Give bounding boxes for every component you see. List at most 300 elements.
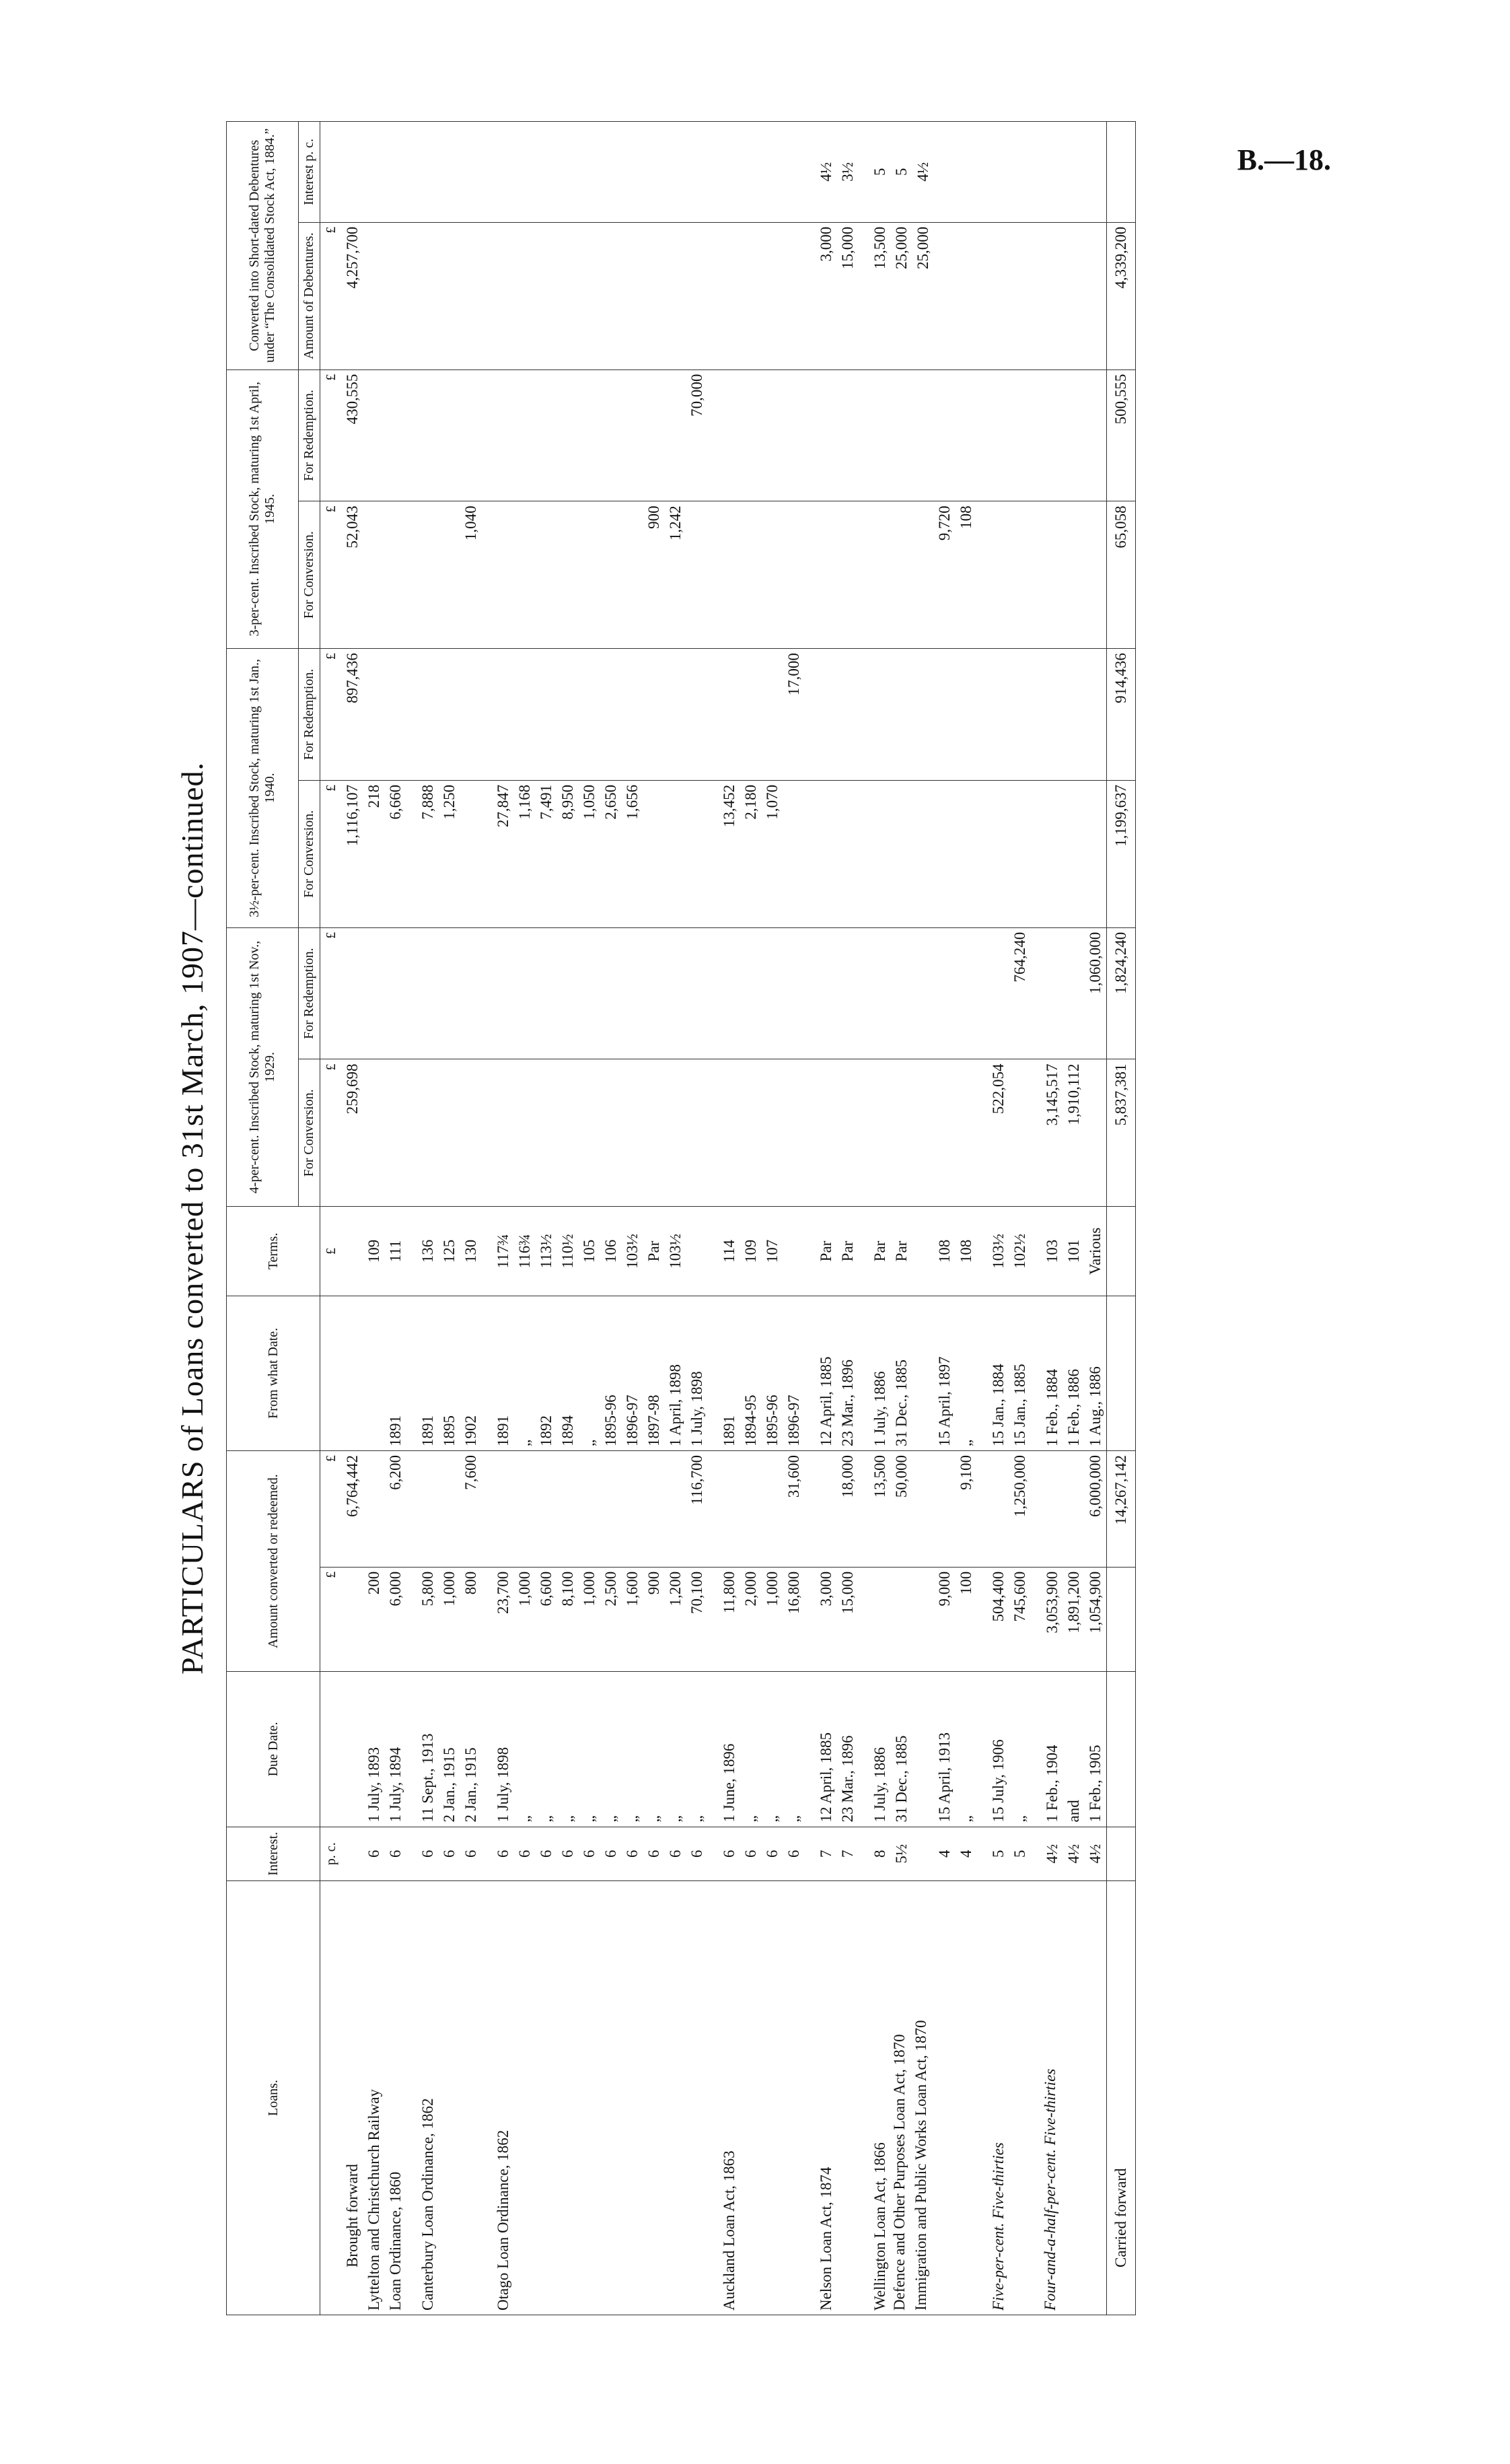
redeem-4pc-cell: [460, 927, 482, 1059]
redeem-3pc-cell: [837, 369, 859, 501]
amount-item-cell: [891, 1567, 912, 1671]
interest-rate-cell: 6: [762, 1827, 783, 1881]
debentures-amount-cell: [686, 222, 708, 369]
redeem-35pc-cell: [816, 649, 837, 781]
interest-rate-cell: 6: [439, 1827, 460, 1881]
conv-3pc-cell: [417, 501, 439, 649]
redeem-4pc-cell: 764,240: [1009, 927, 1031, 1059]
due-date-cell: „: [740, 1672, 762, 1827]
redeem-4pc-cell: [342, 927, 363, 1059]
carried-forward-row: [1107, 122, 1136, 2315]
header-group-4pc: 4-per-cent. Inscribed Stock, maturing 1st Nov., 1929.: [227, 927, 299, 1207]
redeem-4pc-cell: [493, 927, 514, 1059]
table-row: [740, 122, 762, 2315]
redeem-4pc-cell: [385, 927, 406, 1059]
redeem-4pc-cell: [1042, 927, 1063, 1059]
from-date-cell: 1892: [536, 1296, 557, 1450]
due-date-cell: 1 Feb., 1905: [1085, 1672, 1107, 1827]
table-row: [934, 122, 956, 2315]
redeem-4pc-cell: [417, 927, 439, 1059]
total-label: Carried forward: [1107, 1881, 1136, 2315]
from-date-cell: 31 Dec., 1885: [891, 1296, 912, 1450]
debentures-interest-cell: [439, 122, 460, 223]
debentures-amount-cell: [417, 222, 439, 369]
redeem-35pc-cell: [837, 649, 859, 781]
amount-item-cell: [342, 1567, 363, 1671]
terms-cell: 125: [439, 1207, 460, 1296]
conv-4pc-cell: [363, 1059, 385, 1207]
total-35pc-conversion: 1,199,637: [1107, 780, 1136, 927]
conv-3pc-cell: 9,720: [934, 501, 956, 649]
debentures-interest-cell: [342, 122, 363, 223]
table-row: [1042, 122, 1063, 2315]
debentures-amount-cell: [1063, 222, 1085, 369]
debentures-amount-cell: [493, 222, 514, 369]
terms-cell: 110½: [557, 1207, 579, 1296]
table-row: [988, 122, 1009, 2315]
amount-subtotal-cell: [719, 1451, 740, 1568]
debentures-interest-cell: [1042, 122, 1063, 223]
interest-rate-cell: 4: [934, 1827, 956, 1881]
redeem-3pc-cell: [816, 369, 837, 501]
amount-item-cell: 504,400: [988, 1567, 1009, 1671]
table-row: [493, 122, 514, 2315]
conv-4pc-cell: [557, 1059, 579, 1207]
due-date-cell: „: [643, 1672, 665, 1827]
from-date-cell: 1894: [557, 1296, 579, 1450]
interest-rate-cell: 5: [1009, 1827, 1031, 1881]
from-date-cell: 1891: [417, 1296, 439, 1450]
conv-4pc-cell: [934, 1059, 956, 1207]
conv-4pc-cell: 259,698: [342, 1059, 363, 1207]
amount-item-cell: 5,800: [417, 1567, 439, 1671]
terms-cell: 108: [934, 1207, 956, 1296]
conv-35pc-cell: [956, 780, 977, 927]
interest-rate-cell: 6: [719, 1827, 740, 1881]
table-row: [536, 122, 557, 2315]
loan-name-cell: [557, 1881, 579, 2315]
amount-item-cell: 800: [460, 1567, 482, 1671]
total-debentures: 4,339,200: [1107, 222, 1136, 369]
due-date-cell: „: [622, 1672, 643, 1827]
redeem-3pc-cell: [956, 369, 977, 501]
amount-subtotal-cell: 1,250,000: [1009, 1451, 1031, 1568]
conv-3pc-cell: [891, 501, 912, 649]
redeem-35pc-cell: [363, 649, 385, 781]
redeem-4pc-cell: [869, 927, 891, 1059]
unit-pc: p. c.: [320, 1827, 343, 1881]
redeem-4pc-cell: [514, 927, 536, 1059]
terms-cell: Par: [643, 1207, 665, 1296]
terms-cell: 102½: [1009, 1207, 1031, 1296]
from-date-cell: 1 Aug., 1886: [1085, 1296, 1107, 1450]
due-date-cell: „: [783, 1672, 805, 1827]
debentures-amount-cell: [557, 222, 579, 369]
from-date-cell: 1 July, 1886: [869, 1296, 891, 1450]
redeem-35pc-cell: [460, 649, 482, 781]
loan-name-cell: Four-and-a-half-per-cent. Five-thirties: [1042, 1881, 1063, 2315]
conv-3pc-cell: [686, 501, 708, 649]
rotated-page: [159, 121, 1350, 2315]
terms-cell: Various: [1085, 1207, 1107, 1296]
redeem-35pc-cell: [891, 649, 912, 781]
redeem-3pc-cell: [988, 369, 1009, 501]
amount-item-cell: 16,800: [783, 1567, 805, 1671]
due-date-cell: [342, 1672, 363, 1827]
terms-cell: 103½: [988, 1207, 1009, 1296]
header-interest-pc: Interest p. c.: [299, 122, 320, 223]
conv-4pc-cell: [514, 1059, 536, 1207]
conv-3pc-cell: [600, 501, 622, 649]
amount-subtotal-cell: [740, 1451, 762, 1568]
conv-4pc-cell: [762, 1059, 783, 1207]
redeem-3pc-cell: [891, 369, 912, 501]
interest-rate-cell: 4½: [1042, 1827, 1063, 1881]
redeem-35pc-cell: [385, 649, 406, 781]
header-terms: Terms.: [227, 1207, 320, 1296]
table-row: [837, 122, 859, 2315]
debentures-interest-cell: [1009, 122, 1031, 223]
conv-4pc-cell: [460, 1059, 482, 1207]
loan-name-cell: Lyttelton and Christchurch Railway: [363, 1881, 385, 2315]
conv-35pc-cell: [816, 780, 837, 927]
interest-rate-cell: 4½: [1063, 1827, 1085, 1881]
amount-subtotal-cell: 7,600: [460, 1451, 482, 1568]
debentures-interest-cell: 4½: [816, 122, 837, 223]
debentures-interest-cell: 5: [869, 122, 891, 223]
redeem-35pc-cell: [622, 649, 643, 781]
conv-3pc-cell: [869, 501, 891, 649]
amount-item-cell: 1,600: [622, 1567, 643, 1671]
redeem-35pc-cell: [1009, 649, 1031, 781]
due-date-cell: 1 Feb., 1904: [1042, 1672, 1063, 1827]
conv-3pc-cell: [912, 501, 934, 649]
from-date-cell: 1896-97: [622, 1296, 643, 1450]
redeem-35pc-cell: [934, 649, 956, 781]
from-date-cell: 1902: [460, 1296, 482, 1450]
conv-3pc-cell: [816, 501, 837, 649]
terms-cell: 111: [385, 1207, 406, 1296]
debentures-amount-cell: [988, 222, 1009, 369]
redeem-4pc-cell: [837, 927, 859, 1059]
header-group-debentures: Converted into Short-dated Debentures under “The Consolidated Stock Act, 1884.”: [227, 122, 299, 370]
amount-subtotal-cell: [493, 1451, 514, 1568]
header-for-redemption: For Redemption.: [299, 927, 320, 1059]
interest-rate-cell: 6: [579, 1827, 600, 1881]
redeem-35pc-cell: [912, 649, 934, 781]
due-date-cell: 1 July, 1894: [385, 1672, 406, 1827]
from-date-cell: 1895-96: [762, 1296, 783, 1450]
conv-35pc-cell: [988, 780, 1009, 927]
debentures-interest-cell: [579, 122, 600, 223]
amount-item-cell: 8,100: [557, 1567, 579, 1671]
debentures-amount-cell: [363, 222, 385, 369]
header-for-redemption: For Redemption.: [299, 649, 320, 781]
conv-3pc-cell: [1009, 501, 1031, 649]
from-date-cell: „: [514, 1296, 536, 1450]
amount-item-cell: [869, 1567, 891, 1671]
terms-cell: 117¾: [493, 1207, 514, 1296]
debentures-amount-cell: [956, 222, 977, 369]
amount-subtotal-cell: 6,764,442: [342, 1451, 363, 1568]
conv-4pc-cell: [643, 1059, 665, 1207]
table-row: [816, 122, 837, 2315]
debentures-interest-cell: [643, 122, 665, 223]
from-date-cell: [912, 1296, 934, 1450]
conv-35pc-cell: 6,660: [385, 780, 406, 927]
conv-3pc-cell: [1063, 501, 1085, 649]
amount-subtotal-cell: [557, 1451, 579, 1568]
loan-name-cell: [665, 1881, 686, 2315]
from-date-cell: 1891: [719, 1296, 740, 1450]
redeem-35pc-cell: 897,436: [342, 649, 363, 781]
conv-35pc-cell: 27,847: [493, 780, 514, 927]
debentures-amount-cell: [622, 222, 643, 369]
interest-rate-cell: 5: [988, 1827, 1009, 1881]
spacer-row: [482, 122, 493, 2315]
conv-3pc-cell: 1,242: [665, 501, 686, 649]
header-amount-debentures: Amount of Debentures.: [299, 222, 320, 369]
interest-rate-cell: 6: [740, 1827, 762, 1881]
due-date-cell: 23 Mar., 1896: [837, 1672, 859, 1827]
amount-subtotal-cell: 6,000,000: [1085, 1451, 1107, 1568]
redeem-3pc-cell: [622, 369, 643, 501]
due-date-cell: „: [557, 1672, 579, 1827]
interest-rate-cell: 6: [460, 1827, 482, 1881]
debentures-interest-cell: [1085, 122, 1107, 223]
from-date-cell: [363, 1296, 385, 1450]
table-row: [342, 122, 363, 2315]
redeem-3pc-cell: [439, 369, 460, 501]
debentures-interest-cell: [557, 122, 579, 223]
loan-name-cell: [439, 1881, 460, 2315]
debentures-interest-cell: [740, 122, 762, 223]
redeem-3pc-cell: [740, 369, 762, 501]
debentures-amount-cell: [514, 222, 536, 369]
debentures-amount-cell: [439, 222, 460, 369]
redeem-3pc-cell: [557, 369, 579, 501]
debentures-amount-cell: [643, 222, 665, 369]
redeem-3pc-cell: [783, 369, 805, 501]
conv-4pc-cell: [912, 1059, 934, 1207]
amount-subtotal-cell: [762, 1451, 783, 1568]
amount-item-cell: 9,000: [934, 1567, 956, 1671]
conv-35pc-cell: [1009, 780, 1031, 927]
unit-pound: £: [320, 369, 343, 501]
conv-3pc-cell: [622, 501, 643, 649]
redeem-3pc-cell: [912, 369, 934, 501]
conv-4pc-cell: [719, 1059, 740, 1207]
conv-4pc-cell: 3,145,517: [1042, 1059, 1063, 1207]
redeem-35pc-cell: [762, 649, 783, 781]
amount-subtotal-cell: 9,100: [956, 1451, 977, 1568]
redeem-3pc-cell: [934, 369, 956, 501]
due-date-cell: 15 April, 1913: [934, 1672, 956, 1827]
conv-4pc-cell: [816, 1059, 837, 1207]
conv-3pc-cell: 108: [956, 501, 977, 649]
redeem-35pc-cell: [1085, 649, 1107, 781]
from-date-cell: 1 April, 1898: [665, 1296, 686, 1450]
spacer-row: [708, 122, 719, 2315]
debentures-amount-cell: 4,257,700: [342, 222, 363, 369]
interest-rate-cell: 6: [514, 1827, 536, 1881]
debentures-interest-cell: [363, 122, 385, 223]
due-date-cell: 11 Sept., 1913: [417, 1672, 439, 1827]
interest-rate-cell: 5½: [891, 1827, 912, 1881]
amount-subtotal-cell: [514, 1451, 536, 1568]
terms-cell: 105: [579, 1207, 600, 1296]
conv-3pc-cell: 1,040: [460, 501, 482, 649]
debentures-interest-cell: [762, 122, 783, 223]
from-date-cell: 15 Jan., 1884: [988, 1296, 1009, 1450]
table-row: [1085, 122, 1107, 2315]
unit-pound: £: [320, 1059, 343, 1207]
loan-name-cell: [686, 1881, 708, 2315]
conv-35pc-cell: 7,491: [536, 780, 557, 927]
debentures-interest-cell: [460, 122, 482, 223]
spacer-row: [406, 122, 417, 2315]
units-row: [320, 122, 343, 2315]
redeem-3pc-cell: [417, 369, 439, 501]
from-date-cell: 1895: [439, 1296, 460, 1450]
redeem-4pc-cell: [912, 927, 934, 1059]
conv-35pc-cell: [783, 780, 805, 927]
conv-4pc-cell: [600, 1059, 622, 1207]
due-date-cell: „: [686, 1672, 708, 1827]
from-date-cell: 1894-95: [740, 1296, 762, 1450]
debentures-interest-cell: [493, 122, 514, 223]
spacer-row: [805, 122, 816, 2315]
amount-item-cell: 1,000: [579, 1567, 600, 1671]
redeem-3pc-cell: [514, 369, 536, 501]
redeem-4pc-cell: [622, 927, 643, 1059]
table-row: [514, 122, 536, 2315]
redeem-3pc-cell: 70,000: [686, 369, 708, 501]
redeem-3pc-cell: [665, 369, 686, 501]
conv-4pc-cell: [417, 1059, 439, 1207]
loan-name-cell: [740, 1881, 762, 2315]
due-date-cell: „: [762, 1672, 783, 1827]
loan-name-cell: [934, 1881, 956, 2315]
debentures-interest-cell: 5: [891, 122, 912, 223]
table-row: [665, 122, 686, 2315]
due-date-cell: and: [1063, 1672, 1085, 1827]
amount-item-cell: 2,500: [600, 1567, 622, 1671]
spacer-row: [1031, 122, 1042, 2315]
loans-table: [226, 121, 1136, 2315]
terms-cell: Par: [837, 1207, 859, 1296]
debentures-interest-cell: [536, 122, 557, 223]
redeem-4pc-cell: [600, 927, 622, 1059]
table-row: [762, 122, 783, 2315]
interest-rate-cell: 6: [622, 1827, 643, 1881]
interest-rate-cell: 4½: [1085, 1827, 1107, 1881]
header-for-conversion: For Conversion.: [299, 1059, 320, 1207]
terms-cell: Par: [816, 1207, 837, 1296]
loan-name-cell: [956, 1881, 977, 2315]
debentures-amount-cell: [665, 222, 686, 369]
amount-item-cell: 1,891,200: [1063, 1567, 1085, 1671]
loan-name-cell: [762, 1881, 783, 2315]
table-row: [719, 122, 740, 2315]
amount-item-cell: 3,053,900: [1042, 1567, 1063, 1671]
debentures-interest-cell: [665, 122, 686, 223]
conv-35pc-cell: 8,950: [557, 780, 579, 927]
conv-35pc-cell: [643, 780, 665, 927]
due-date-cell: 2 Jan., 1915: [460, 1672, 482, 1827]
redeem-3pc-cell: [460, 369, 482, 501]
header-for-conversion: For Conversion.: [299, 780, 320, 927]
terms-cell: [686, 1207, 708, 1296]
unit-pound: £: [320, 927, 343, 1059]
table-row: [363, 122, 385, 2315]
debentures-interest-cell: [600, 122, 622, 223]
interest-rate-cell: 6: [783, 1827, 805, 1881]
amount-subtotal-cell: 18,000: [837, 1451, 859, 1568]
conv-35pc-cell: 218: [363, 780, 385, 927]
conv-35pc-cell: 1,070: [762, 780, 783, 927]
unit-pound: £: [320, 1567, 343, 1671]
due-date-cell: 12 April, 1885: [816, 1672, 837, 1827]
redeem-4pc-cell: [686, 927, 708, 1059]
conv-3pc-cell: [557, 501, 579, 649]
page-title: PARTICULARS of Loans converted to 31st March, 1907—continued.: [175, 762, 209, 1675]
conv-4pc-cell: [869, 1059, 891, 1207]
conv-3pc-cell: [740, 501, 762, 649]
terms-cell: 130: [460, 1207, 482, 1296]
total-amount: 14,267,142: [1107, 1451, 1136, 1568]
redeem-35pc-cell: [665, 649, 686, 781]
redeem-4pc-cell: [1063, 927, 1085, 1059]
conv-35pc-cell: [1085, 780, 1107, 927]
debentures-interest-cell: [417, 122, 439, 223]
amount-item-cell: 1,000: [514, 1567, 536, 1671]
conv-3pc-cell: [439, 501, 460, 649]
terms-cell: 103: [1042, 1207, 1063, 1296]
from-date-cell: „: [956, 1296, 977, 1450]
loan-name-cell: [1009, 1881, 1031, 2315]
amount-subtotal-cell: 50,000: [891, 1451, 912, 1568]
debentures-interest-cell: 3½: [837, 122, 859, 223]
loan-name-cell: [1085, 1881, 1107, 2315]
conv-3pc-cell: [988, 501, 1009, 649]
table-row: [1009, 122, 1031, 2315]
loan-name-cell: Defence and Other Purposes Loan Act, 1870: [891, 1881, 912, 2315]
amount-item-cell: [912, 1567, 934, 1671]
loan-name-cell: [622, 1881, 643, 2315]
conv-3pc-cell: [514, 501, 536, 649]
redeem-35pc-cell: [536, 649, 557, 781]
conv-3pc-cell: [1085, 501, 1107, 649]
due-date-cell: 1 June, 1896: [719, 1672, 740, 1827]
interest-rate-cell: 6: [385, 1827, 406, 1881]
redeem-35pc-cell: [600, 649, 622, 781]
loan-name-cell: Wellington Loan Act, 1866: [869, 1881, 891, 2315]
amount-subtotal-cell: 31,600: [783, 1451, 805, 1568]
amount-subtotal-cell: [600, 1451, 622, 1568]
due-date-cell: „: [600, 1672, 622, 1827]
unit-pound: £: [320, 1207, 343, 1296]
header-for-conversion: For Conversion.: [299, 501, 320, 649]
due-date-cell: „: [665, 1672, 686, 1827]
due-date-cell: 15 July, 1906: [988, 1672, 1009, 1827]
amount-subtotal-cell: [665, 1451, 686, 1568]
table-row: [622, 122, 643, 2315]
due-date-cell: 1 July, 1886: [869, 1672, 891, 1827]
amount-item-cell: 23,700: [493, 1567, 514, 1671]
conv-3pc-cell: [579, 501, 600, 649]
total-4pc-conversion: 5,837,381: [1107, 1059, 1136, 1207]
